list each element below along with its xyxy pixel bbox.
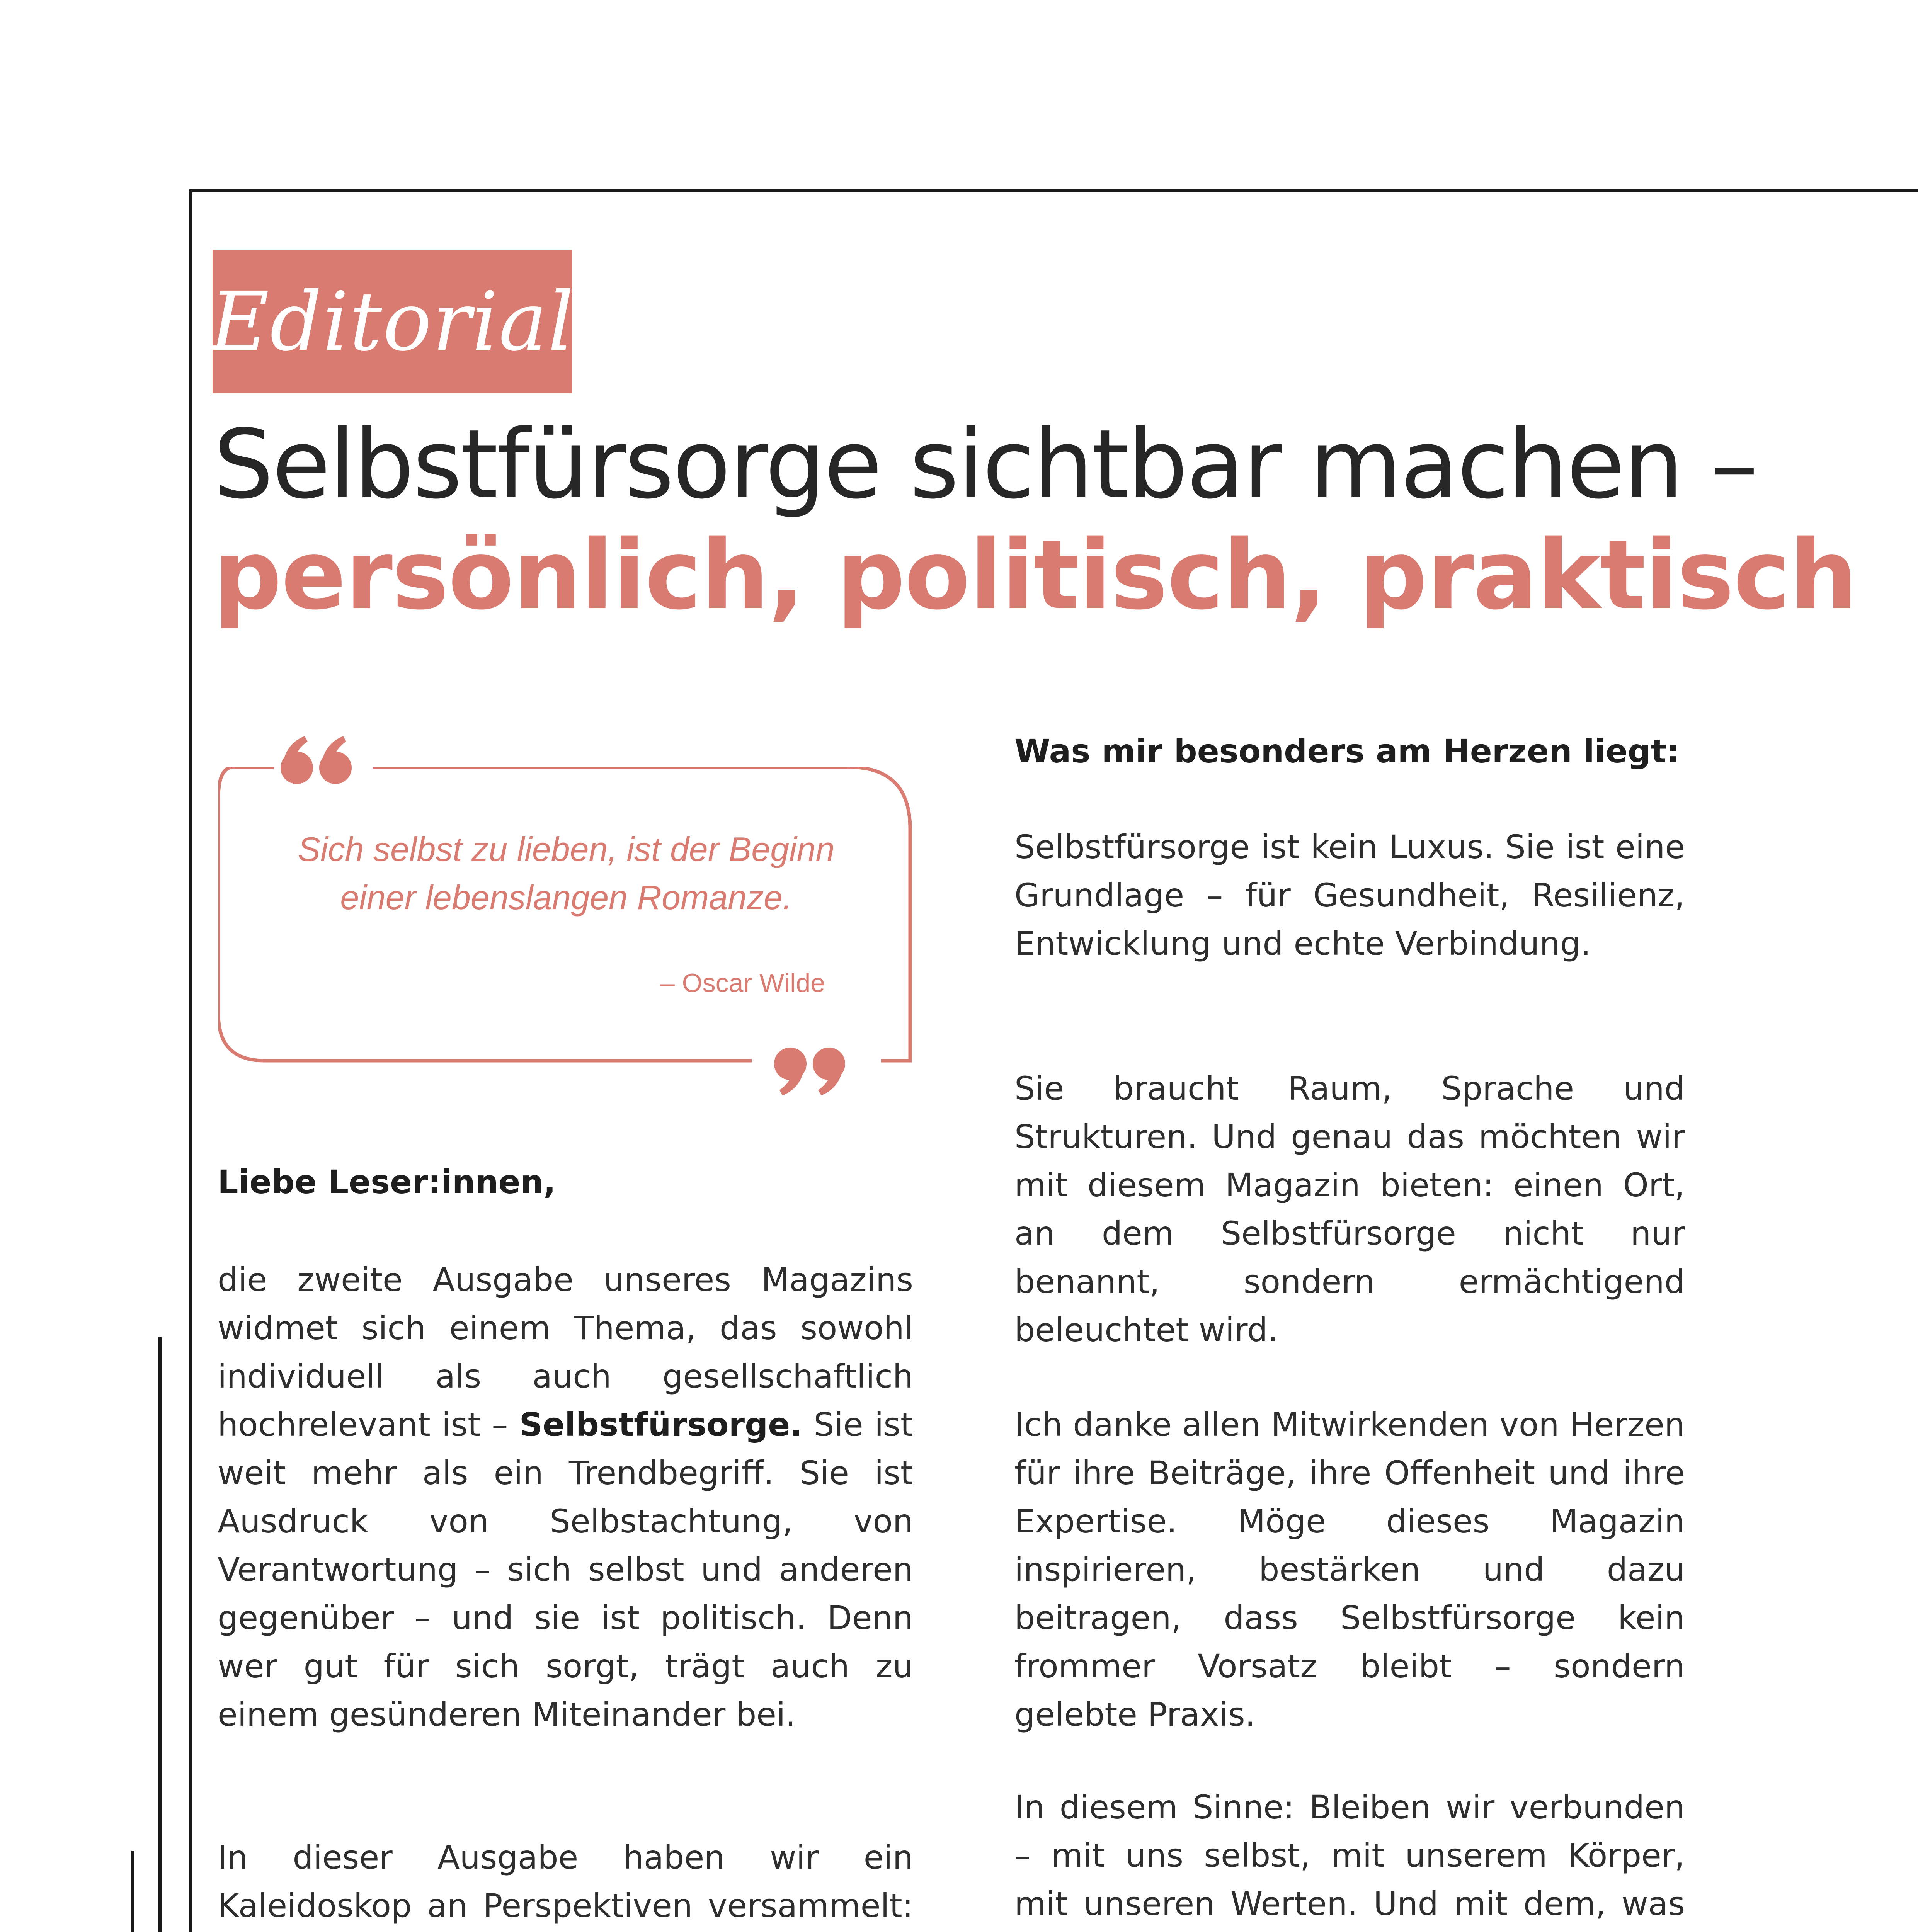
- left-paragraph-2: In dieser Ausgabe haben wir ein Kaleidoskop an Perspektiven versammelt:: [218, 1838, 913, 1925]
- right-paragraph-3: Ich danke allen Mitwirkenden von Herzen für ihre Beiträge, ihre Offenheit und ihre Expertise. Möge dieses Magazin inspirieren, bestärken und dazu beitragen, dass Selbstfürsorge kein frommer Vorsatz bleibt – sondern gelebte Praxis.: [1014, 1406, 1685, 1733]
- frame-top-line: [189, 189, 1918, 192]
- left-paragraph-1: [218, 1256, 913, 1739]
- close-quote-icon: [771, 1045, 854, 1095]
- open-quote-icon: [277, 736, 361, 786]
- frame-left-line: [189, 189, 192, 1932]
- quote-text: Sich selbst zu lieben, ist der Beginn einer lebenslangen Romanze.: [298, 830, 835, 917]
- section-tag-label: Editorial: [210, 274, 575, 369]
- section-tag: [210, 250, 575, 393]
- frame-third-vertical: [131, 1851, 134, 1932]
- right-paragraph-1: Selbstfürsorge ist kein Luxus. Sie ist eine Grundlage – für Gesundheit, Resilienz, Entwicklung und echte Verbindung.: [1014, 828, 1685, 963]
- right-paragraph-2: Sie braucht Raum, Sprache und Strukturen. Und genau das möchten wir mit diesem Magazin bieten: einen Ort, an dem Selbstfürsorge nicht nur benannt, sondern ermächtigend beleuchtet wird.: [1014, 1070, 1685, 1349]
- right-paragraph-4: In diesem Sinne: Bleiben wir verbunden – mit uns selbst, mit unserem Körper, mit unseren Werten. Und mit dem, was: [1014, 1788, 1685, 1923]
- left-paragraph-1-end: Sie ist weit mehr als ein Trendbegriff. Sie ist Ausdruck von Selbstachtung, von Verantwortung – sich selbst und anderen gegenüber – und sie ist politisch. Denn wer gut für sich sorgt, trägt auch zu einem gesünderen Miteinander bei.: [218, 1406, 913, 1733]
- page-title-line-2: persönlich, politisch, praktisch: [213, 520, 1857, 631]
- page-title-line-1: Selbstfürsorge sichtbar machen –: [213, 410, 1757, 520]
- quote-author: – Oscar Wilde: [660, 968, 825, 998]
- right-heading: Was mir besonders am Herzen liegt:: [1014, 732, 1680, 770]
- salutation: Liebe Leser:innen,: [218, 1163, 556, 1201]
- frame-second-vertical: [158, 1337, 162, 1932]
- left-paragraph-1-start: die zweite Ausgabe unseres Magazins widmet sich einem Thema, das sowohl individuell als auch gesellschaftlich hochrelevant ist –: [218, 1261, 913, 1444]
- highlight-term: Selbstfürsorge.: [519, 1406, 803, 1444]
